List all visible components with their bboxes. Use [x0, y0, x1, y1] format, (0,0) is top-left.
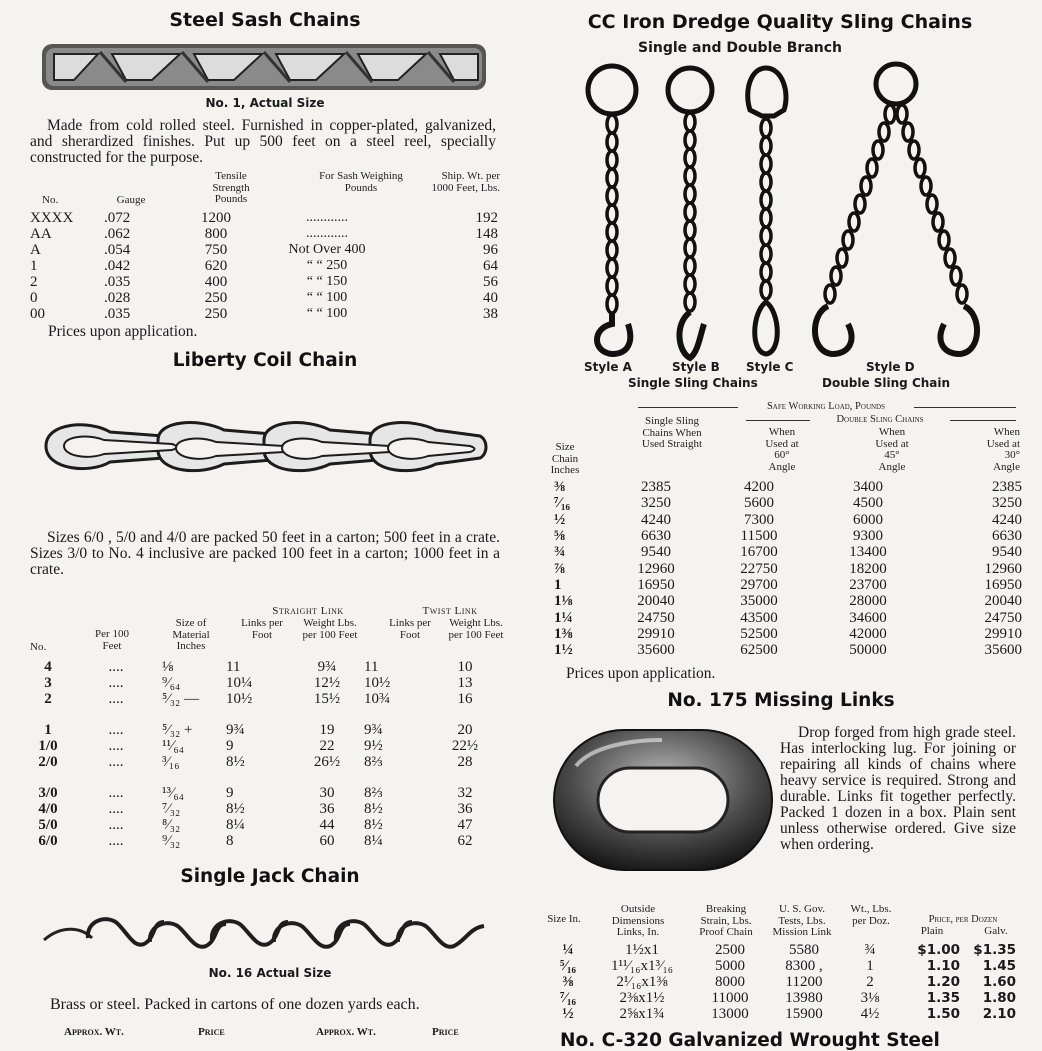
table-cell: 12960 [984, 560, 1022, 577]
table-cell: ⅛ [162, 659, 174, 675]
single-sling-caption: Single Sling Chains [628, 376, 758, 390]
table-cell: 60 [319, 833, 335, 849]
table-cell: 192 [475, 210, 498, 226]
table-row [546, 512, 1022, 528]
table-cell: ¾ [864, 942, 876, 958]
table-cell: 1.60 [982, 974, 1016, 990]
table-cell: ½ [554, 511, 566, 528]
table-cell: 44 [319, 817, 335, 833]
table-row [26, 738, 502, 754]
table-row [546, 958, 1016, 974]
table-cell: 8½ [364, 817, 383, 833]
table-row [546, 528, 1022, 544]
table-row [546, 942, 1016, 958]
table-cell: ³⁄₁₆ [162, 754, 180, 770]
table-cell: 5600 [744, 495, 774, 512]
missing-links-title: No. 175 Missing Links [667, 690, 895, 711]
table-cell: 12½ [313, 675, 341, 691]
table-cell: 28 [457, 754, 473, 770]
table-cell: .... [108, 722, 124, 738]
table-cell: 9¾ [364, 722, 383, 738]
table-cell: 20 [457, 722, 473, 738]
table-row [30, 306, 498, 322]
table-cell: 12960 [637, 560, 675, 577]
table-cell: 10 [457, 659, 473, 675]
table-cell: 64 [483, 258, 498, 274]
table-cell: 18200 [849, 560, 887, 577]
next-section-title: No. C-320 Galvanized Wrought Steel [560, 1030, 940, 1051]
table-cell: 1.35 [926, 990, 960, 1006]
table-row [546, 990, 1016, 1006]
table-cell: AA [30, 226, 52, 242]
table-cell: 2 [866, 974, 874, 990]
sash-chain-caption: No. 1, Actual Size [205, 96, 325, 110]
table-row [546, 593, 1022, 609]
table-row [26, 659, 502, 675]
table-cell: 52500 [740, 625, 778, 642]
table-cell: 9540 [641, 544, 671, 561]
table-cell: 1 [554, 576, 562, 593]
table-cell: 8¼ [226, 817, 245, 833]
style-b-label: Style B [672, 360, 720, 374]
table-row [546, 1006, 1016, 1022]
table-row [546, 974, 1016, 990]
single-jack-chain-illustration [40, 904, 490, 960]
missing-links-description: Drop forged from high grade steel. Has interlocking lug. For joining or repairing all kinds of chains where heavy service is required. Strong and durable. Links fit together perfectly. Packed 1 dozen in a box. Plain sent unless otherwise ordered. Give size when ordering. [780, 724, 1016, 853]
table-cell: 6630 [641, 528, 671, 545]
table-cell: ............ [306, 226, 348, 241]
group-spacer [26, 770, 502, 785]
liberty-col-straight-weight: Weight Lbs. per 100 Feet [302, 617, 358, 641]
table-cell: “ “ 250 [306, 258, 348, 273]
table-cell: 2/0 [38, 754, 58, 770]
liberty-group-twist: Twist Link [422, 605, 478, 617]
table-cell: 2500 [715, 942, 745, 958]
table-cell: 9 [226, 785, 234, 801]
table-cell: 35600 [984, 642, 1022, 659]
table-cell: ⅜ [562, 974, 574, 990]
table-cell: 13000 [711, 1006, 749, 1022]
table-cell: .... [108, 691, 124, 707]
table-cell: 10¾ [364, 691, 391, 707]
table-row [30, 290, 498, 306]
table-row [30, 210, 498, 226]
liberty-coil-title: Liberty Coil Chain [172, 350, 358, 371]
sash-col-tensile: Tensile Strength Pounds [212, 170, 250, 205]
missing-col-weight: Wt., Lbs. per Doz. [850, 903, 892, 927]
table-cell: 1¼ [554, 609, 573, 626]
style-c-label: Style C [746, 360, 794, 374]
table-cell: “ “ 100 [306, 306, 348, 321]
missing-col-dimensions: Outside Dimensions Links, In. [611, 903, 665, 938]
table-cell: 11200 [785, 974, 823, 990]
table-cell: 0 [30, 290, 38, 306]
table-cell: 400 [204, 274, 228, 290]
sling-chains-illustration [578, 62, 998, 362]
liberty-col-straight-links: Links per Foot [241, 617, 283, 641]
sling-chains-table [546, 479, 1022, 658]
table-cell: 1½ [554, 642, 573, 659]
group-spacer [26, 707, 502, 722]
table-cell: ⅝ [554, 528, 566, 545]
table-cell: .... [108, 738, 124, 754]
table-cell: 38 [483, 306, 498, 322]
table-cell: 6/0 [38, 833, 58, 849]
table-cell: 1 [44, 722, 52, 738]
table-cell: 250 [204, 290, 228, 306]
table-cell: 9¾ [226, 722, 245, 738]
table-cell: 5/0 [38, 817, 58, 833]
table-cell: ⁹⁄₆₄ [162, 675, 181, 691]
missing-col-gov-tests: U. S. Gov. Tests, Lbs. Mission Link [772, 903, 832, 938]
table-cell: 1⅛ [554, 593, 573, 610]
table-cell: 4240 [641, 511, 671, 528]
table-cell: 1⅜ [554, 625, 573, 642]
table-cell: 3400 [853, 479, 883, 496]
liberty-col-size: Size of Material Inches [172, 617, 210, 652]
table-cell: ⅜ [554, 479, 566, 496]
table-cell: 9300 [853, 528, 883, 545]
table-cell: 1.80 [982, 990, 1016, 1006]
table-cell: 34600 [849, 609, 887, 626]
sling-chains-subtitle: Single and Double Branch [638, 40, 842, 56]
table-cell: 8300 , [785, 958, 823, 974]
table-cell: 9540 [992, 544, 1022, 561]
table-row [546, 479, 1022, 495]
table-cell: .... [108, 833, 124, 849]
table-cell: 10½ [226, 691, 253, 707]
sash-chain-table [30, 210, 498, 322]
table-cell: 2385 [641, 479, 671, 496]
table-cell: Not Over 400 [288, 242, 366, 257]
liberty-coil-table [26, 659, 502, 849]
table-cell: ⁸⁄₃₂ [162, 817, 181, 833]
table-row [546, 642, 1022, 658]
missing-group-price: Price, per Dozen [928, 914, 998, 925]
table-cell: ½ [562, 1006, 574, 1022]
table-row [26, 675, 502, 691]
table-cell: 1.20 [926, 974, 960, 990]
table-cell: “ “ 150 [306, 274, 348, 289]
table-cell: 11 [226, 659, 241, 675]
table-cell: 50000 [849, 642, 887, 659]
table-cell: 8000 [715, 974, 745, 990]
sash-price-note: Prices upon application. [48, 323, 198, 340]
table-cell: ⁷⁄₃₂ [162, 801, 181, 817]
sling-col-single: Single Sling Chains When Used Straight [641, 415, 703, 450]
table-row [546, 560, 1022, 576]
table-cell: 800 [204, 226, 228, 242]
table-cell: ¹¹⁄₆₄ [162, 738, 184, 754]
table-cell: 9¾ [317, 659, 337, 675]
table-cell: “ “ 100 [306, 290, 348, 305]
liberty-col-per100: Per 100 Feet [95, 628, 129, 652]
table-cell: 16950 [984, 576, 1022, 593]
table-row [26, 785, 502, 801]
table-cell: 22750 [740, 560, 778, 577]
table-cell: 36 [457, 801, 473, 817]
table-cell: 4240 [992, 511, 1022, 528]
table-cell: 3250 [641, 495, 671, 512]
missing-col-size: Size In. [547, 913, 581, 925]
table-cell: .042 [104, 258, 131, 274]
table-cell: 2⅝x1¾ [619, 1006, 665, 1022]
table-row [26, 722, 502, 738]
table-cell: 750 [204, 242, 228, 258]
table-cell: .072 [104, 210, 131, 226]
table-cell: 3 [44, 675, 52, 691]
table-cell: ⁷⁄₁₆ [560, 990, 576, 1006]
table-cell: 23700 [849, 576, 887, 593]
sash-col-sash-weight: For Sash Weighing Pounds [319, 170, 403, 194]
table-cell: 8¼ [364, 833, 383, 849]
table-row [26, 801, 502, 817]
sling-col-30: When Used at 30° Angle [986, 426, 1020, 473]
table-cell: 3/0 [38, 785, 58, 801]
table-cell: 29910 [984, 625, 1022, 642]
table-cell: 8⅔ [364, 785, 383, 801]
single-jack-caption: No. 16 Actual Size [208, 966, 332, 980]
table-cell: .... [108, 801, 124, 817]
liberty-coil-chain-illustration [40, 410, 490, 482]
table-cell: 4500 [853, 495, 883, 512]
table-row [30, 258, 498, 274]
table-row [546, 495, 1022, 511]
table-cell: .... [108, 754, 124, 770]
table-cell: ⅞ [554, 560, 566, 577]
table-cell: 2.10 [982, 1006, 1016, 1022]
table-cell: 10¼ [226, 675, 253, 691]
table-cell: 32 [457, 785, 473, 801]
table-cell: 36 [319, 801, 335, 817]
table-cell: ¹³⁄₆₄ [162, 785, 184, 801]
table-cell: 62 [457, 833, 473, 849]
liberty-col-no: No. [30, 641, 47, 653]
table-cell: 2 [44, 691, 52, 707]
table-cell: .... [108, 785, 124, 801]
table-cell: 16700 [740, 544, 778, 561]
table-cell: .028 [104, 290, 131, 306]
liberty-group-straight: Straight Link [272, 605, 344, 617]
table-cell: 1.50 [926, 1006, 960, 1022]
sash-col-gauge: Gauge [116, 194, 146, 206]
style-a-label: Style A [584, 360, 632, 374]
table-cell: 8 [226, 833, 234, 849]
table-cell: 3⅛ [860, 990, 880, 1006]
double-sling-heading: Double Sling Chains [810, 414, 950, 426]
table-cell: .035 [104, 306, 131, 322]
table-row [30, 274, 498, 290]
style-d-label: Style D [866, 360, 915, 374]
missing-link-illustration [552, 726, 774, 876]
table-cell: 1¹¹⁄₁₆x1³⁄₁₆ [611, 958, 673, 974]
table-cell: 1 [866, 958, 874, 974]
table-cell: 6000 [853, 511, 883, 528]
table-cell: ⁵⁄₁₆ [560, 958, 576, 974]
table-cell: 2⅜x1½ [619, 990, 665, 1006]
table-cell: XXXX [30, 210, 74, 226]
table-cell: 16950 [637, 576, 675, 593]
table-cell: .054 [104, 242, 131, 258]
table-row [30, 242, 498, 258]
liberty-col-twist-links: Links per Foot [389, 617, 431, 641]
table-cell: 8½ [226, 801, 245, 817]
jack-col-approx-wt-1: Approx. Wt. [64, 1026, 124, 1038]
table-cell: $1.00 [917, 942, 960, 958]
table-cell: 29910 [637, 625, 675, 642]
table-cell: 96 [483, 242, 498, 258]
table-cell: 7300 [744, 511, 774, 528]
table-cell: 5000 [715, 958, 745, 974]
table-cell: ⁵⁄₃₂ — [162, 691, 199, 707]
table-cell: 35600 [637, 642, 675, 659]
table-cell: 1/0 [38, 738, 58, 754]
table-cell: 1½x1 [625, 942, 659, 958]
sling-chains-title: CC Iron Dredge Quality Sling Chains [587, 11, 973, 33]
table-cell: 26½ [313, 754, 341, 770]
table-row [26, 754, 502, 770]
table-cell: 47 [457, 817, 473, 833]
table-cell: 9½ [364, 738, 383, 754]
table-cell: 40 [483, 290, 498, 306]
table-cell: 19 [319, 722, 335, 738]
table-cell: $1.35 [973, 942, 1016, 958]
table-cell: 8⅔ [364, 754, 383, 770]
table-cell: 16 [457, 691, 473, 707]
missing-col-breaking: Breaking Strain, Lbs. Proof Chain [699, 903, 753, 938]
table-cell: 8½ [226, 754, 245, 770]
jack-col-price-2: Price [432, 1026, 459, 1038]
table-cell: ¾ [554, 544, 566, 561]
sash-col-ship-weight: Ship. Wt. per 1000 Feet, Lbs. [431, 170, 500, 194]
table-cell: 15900 [785, 1006, 823, 1022]
table-cell: 9 [226, 738, 234, 754]
table-cell: 24750 [637, 609, 675, 626]
table-cell: 4200 [744, 479, 774, 496]
sash-chain-title: Steel Sash Chains [169, 9, 361, 31]
sling-col-60: When Used at 60° Angle [765, 426, 799, 473]
table-cell: 1200 [201, 210, 231, 226]
table-cell: .... [108, 817, 124, 833]
table-cell: 29700 [740, 576, 778, 593]
table-cell: 11500 [740, 528, 778, 545]
missing-col-plain: Plain [920, 925, 944, 937]
jack-col-price-1: Price [198, 1026, 225, 1038]
table-cell: 1.45 [982, 958, 1016, 974]
table-cell: A [30, 242, 41, 258]
table-cell: 13980 [785, 990, 823, 1006]
jack-col-approx-wt-2: Approx. Wt. [316, 1026, 376, 1038]
missing-col-galv: Galv. [984, 925, 1008, 937]
table-row [26, 691, 502, 707]
table-cell: 1.10 [926, 958, 960, 974]
table-cell: 22½ [451, 738, 479, 754]
table-cell: 20040 [637, 593, 675, 610]
table-cell: 20040 [984, 593, 1022, 610]
table-cell: 2385 [992, 479, 1022, 496]
table-cell: 4/0 [38, 801, 58, 817]
liberty-coil-description: Sizes 6/0 , 5/0 and 4/0 are packed 50 feet in a carton; 500 feet in a crate. Sizes 3/0 to No. 4 inclusive are packed 100 feet in a carton; 1000 feet in a crate. [30, 529, 500, 578]
table-cell: 35000 [740, 593, 778, 610]
table-cell: .... [108, 659, 124, 675]
sling-col-45: When Used at 45° Angle [875, 426, 909, 473]
table-cell: ⁹⁄₃₂ [162, 833, 181, 849]
sling-col-size: Size Chain Inches [550, 441, 580, 476]
table-cell: 11 [364, 659, 379, 675]
table-cell: ¼ [562, 942, 574, 958]
table-cell: 2¹⁄₁₆x1⅜ [616, 974, 668, 990]
table-cell: 3250 [992, 495, 1022, 512]
table-row [26, 817, 502, 833]
table-cell: 148 [475, 226, 498, 242]
table-cell: 11000 [711, 990, 749, 1006]
table-row [26, 833, 502, 849]
table-row [546, 544, 1022, 560]
table-cell: 42000 [849, 625, 887, 642]
table-cell: 4½ [860, 1006, 880, 1022]
table-cell: 6630 [992, 528, 1022, 545]
double-sling-caption: Double Sling Chain [822, 376, 951, 390]
table-cell: .062 [104, 226, 131, 242]
table-cell: 62500 [740, 642, 778, 659]
table-cell: 8½ [364, 801, 383, 817]
sash-chain-illustration [40, 38, 488, 96]
safe-working-load-heading: Safe Working Load, Pounds [738, 401, 914, 413]
liberty-col-twist-weight: Weight Lbs. per 100 Feet [448, 617, 504, 641]
table-cell: 28000 [849, 593, 887, 610]
table-row [546, 626, 1022, 642]
table-cell: 56 [483, 274, 498, 290]
table-cell: 250 [204, 306, 228, 322]
table-cell: ⁷⁄₁₆ [554, 495, 570, 512]
table-cell: 15½ [313, 691, 341, 707]
table-cell: .035 [104, 274, 131, 290]
table-cell: 10½ [364, 675, 391, 691]
missing-links-table [546, 942, 1016, 1022]
table-cell: 1 [30, 258, 38, 274]
table-cell: 5580 [789, 942, 819, 958]
single-jack-title: Single Jack Chain [180, 866, 360, 887]
table-cell: 22 [319, 738, 335, 754]
table-cell: 43500 [740, 609, 778, 626]
table-cell: 00 [30, 306, 45, 322]
table-row [546, 609, 1022, 625]
table-cell: 4 [44, 659, 52, 675]
table-row [546, 577, 1022, 593]
table-cell: 2 [30, 274, 38, 290]
table-cell: 620 [204, 258, 228, 274]
table-cell: 13400 [849, 544, 887, 561]
table-cell: 13 [457, 675, 473, 691]
sash-col-no: No. [42, 194, 59, 206]
table-cell: 24750 [984, 609, 1022, 626]
sash-chain-description: Made from cold rolled steel. Furnished in copper-plated, galvanized, and sherardized finishes. Put up 500 feet on a steel reel, specially constructed for the purpose. [30, 117, 496, 166]
table-cell: ⁵⁄₃₂ + [162, 722, 193, 738]
table-cell: ............ [306, 210, 348, 225]
single-jack-description: Brass or steel. Packed in cartons of one dozen yards each. [50, 996, 420, 1013]
table-cell: .... [108, 675, 124, 691]
table-row [30, 226, 498, 242]
sling-price-note: Prices upon application. [566, 665, 716, 682]
table-cell: 30 [319, 785, 335, 801]
